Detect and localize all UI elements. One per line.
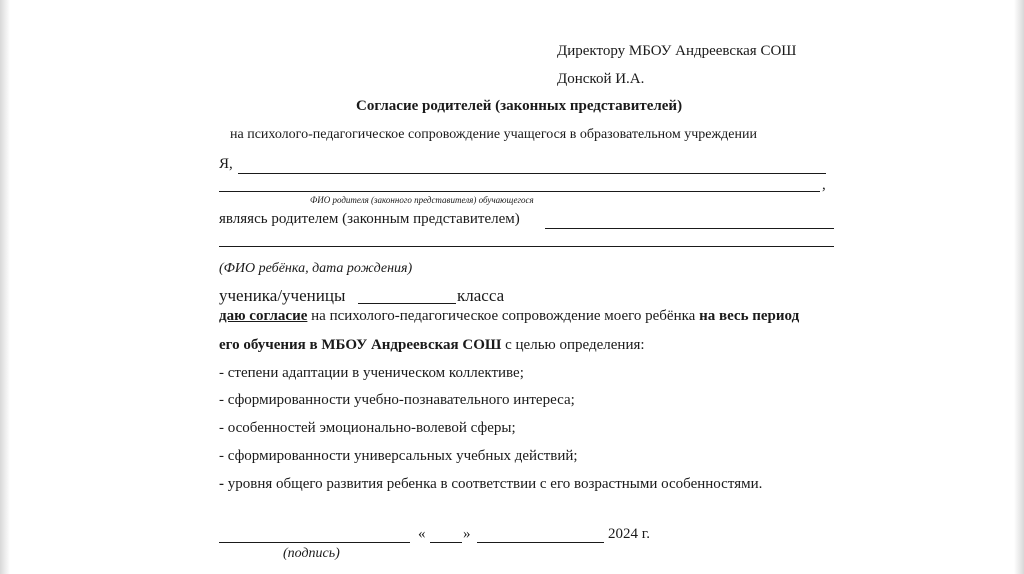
signature-caption: (подпись) xyxy=(283,546,340,561)
last-item-dash: - xyxy=(219,476,224,492)
consent-bold-2: его обучения в МБОУ Андреевская СОШ xyxy=(219,337,502,353)
addressee-line-2: Донской И.А. xyxy=(557,71,645,87)
consent-lead: даю согласие xyxy=(219,308,308,324)
consent-text-1: на психолого-педагогическое сопровождение моего ребёнка xyxy=(307,308,700,324)
class-suffix: класса xyxy=(457,286,505,305)
parent-label: Я, xyxy=(219,156,233,172)
consent-text-2: с целью определения: xyxy=(501,337,645,353)
list-item: - сформированности учебно-познавательного интереса; xyxy=(219,392,575,408)
list-item: - особенностей эмоционально-волевой сферы; xyxy=(219,420,516,436)
quote-close: » xyxy=(463,526,471,542)
parent-name-line-2 xyxy=(219,191,820,192)
consent-line-2 xyxy=(219,337,645,354)
child-name-line xyxy=(545,228,834,229)
page-shadow-left xyxy=(0,0,10,574)
list-item: - сформированности универсальных учебных действий; xyxy=(219,448,578,464)
child-label: являясь родителем (законным представителем) xyxy=(219,211,520,227)
addressee-line-1: Директору МБОУ Андреевская СОШ xyxy=(557,43,797,59)
class-line xyxy=(358,303,456,304)
parent-comma: , xyxy=(822,177,826,193)
quote-open: « xyxy=(418,526,426,542)
signature-line xyxy=(219,542,410,543)
class-prefix: ученика/ученицы xyxy=(219,286,346,305)
consent-bold-1: на весь период xyxy=(699,308,800,324)
parent-caption: ФИО родителя (законного представителя) обучающегося xyxy=(310,195,534,205)
last-item-text: уровня общего развития ребенка в соответствии с его возрастными особенностями. xyxy=(224,476,763,492)
page-shadow-right xyxy=(1014,0,1024,574)
parent-name-line xyxy=(238,173,826,174)
child-name-line-2 xyxy=(219,246,834,247)
document-title: Согласие родителей (законных представителей) xyxy=(356,98,683,114)
child-caption: (ФИО ребёнка, дата рождения) xyxy=(219,261,413,276)
consent-line-1 xyxy=(219,308,799,325)
year-text: 2024 г. xyxy=(608,526,650,542)
document-subtitle: на психолого-педагогическое сопровождение учащегося в образовательном учреждении xyxy=(230,127,757,142)
list-item: - степени адаптации в ученическом коллективе; xyxy=(219,365,524,381)
month-line xyxy=(477,542,604,543)
day-line xyxy=(430,542,462,543)
list-item-last xyxy=(219,476,762,493)
